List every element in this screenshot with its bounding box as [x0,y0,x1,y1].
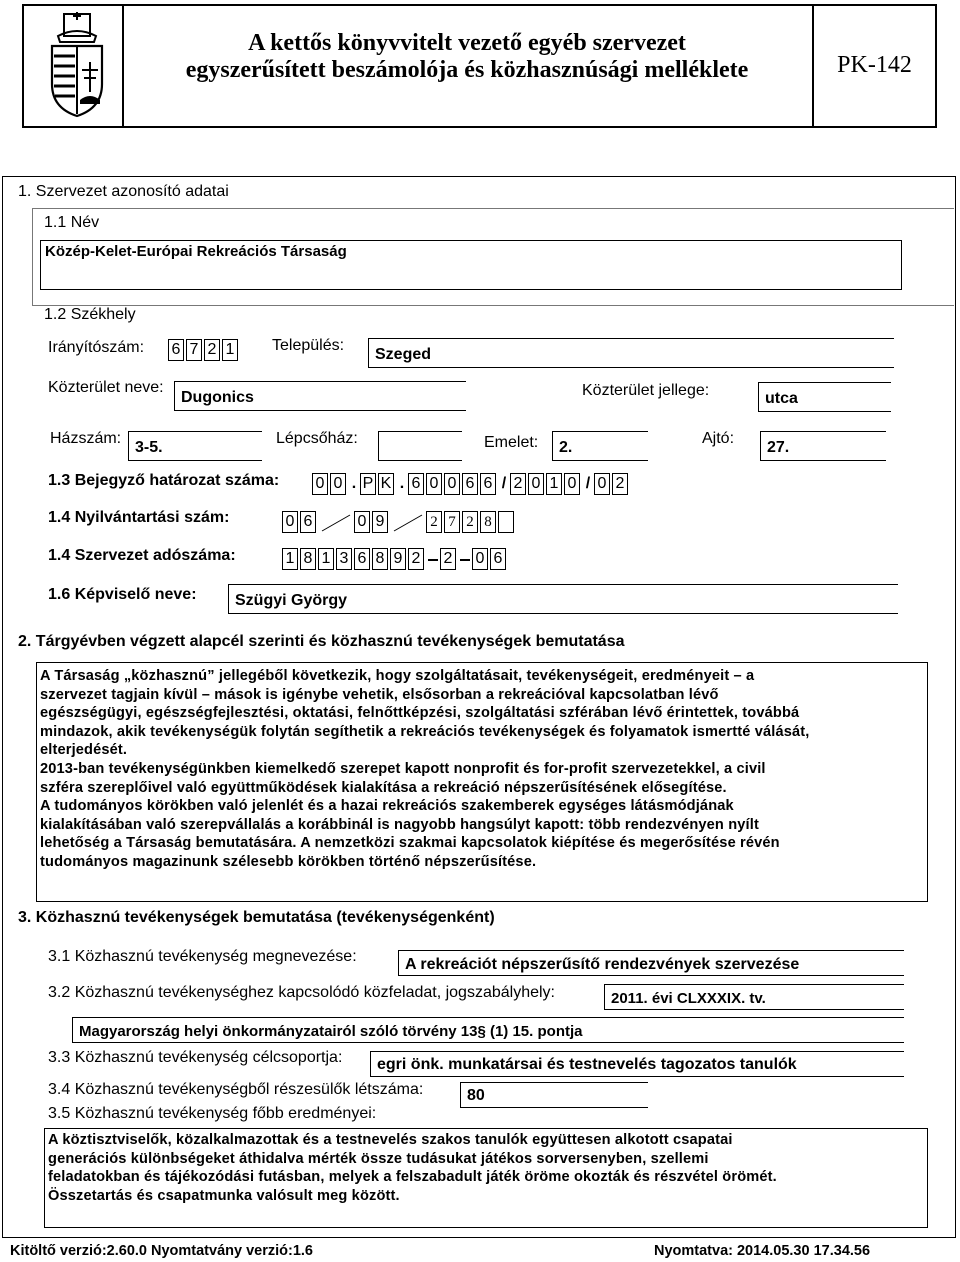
street-value: Dugonics [181,389,254,406]
door-label: Ajtó: [702,430,735,447]
text-line: szféra szereplőivel való együttműködések kialakítása a rekreáció népszerűsítésének elősegítése. [40,779,727,796]
house-value: 3-5. [135,439,163,456]
footer-version: Kitöltő verzió:2.60.0 Nyomtatvány verzió:1.6 [10,1243,313,1259]
activity-name-label: 3.1 Közhasznú tevékenység megnevezése: [48,948,357,965]
city-value: Szeged [375,346,432,363]
digit-cell[interactable]: 0 [312,473,328,495]
text-line: Összetartás és csapatmunka valósult meg között. [48,1187,400,1204]
city-label: Település: [272,337,345,354]
dash-separator [458,548,472,570]
floor-field[interactable] [552,431,648,461]
rep-value: Szügyi György [235,592,348,609]
text-line: tudományos magazinunk szélesebb körökben történő népszerűsítése. [40,853,537,870]
rep-label: 1.6 Képviselő neve: [48,586,197,603]
target-label: 3.3 Közhasznú tevékenység célcsoportja: [48,1049,343,1066]
results-paragraph [48,1131,777,1205]
separator: / [585,475,591,492]
text-line: szervezet tagjain kívül – mások is igénybe vehetik, elsősorban a rekreációval kapcsolatban lévő [40,686,719,703]
zip-label: Irányítószám: [48,339,145,356]
digit-cell[interactable]: 1 [318,548,334,570]
digit-cell[interactable]: 2 [462,511,478,533]
digit-cell[interactable]: 6 [408,473,424,495]
coat-of-arms-icon [44,12,110,120]
activity-name-field[interactable] [398,950,904,976]
tax-label: 1.4 Szervezet adószáma: [48,547,236,564]
digit-cell[interactable]: 0 [282,511,298,533]
legal-value-2: Magyarország helyi önkormányzatairól szóló törvény 13§ (1) 15. pontja [79,1023,583,1040]
text-line: kialakításában való szerepvállalás a korábbinál is nagyobb hangsúlyt kapott: több rendezvényen nyílt [40,816,759,833]
form-code: PK-142 [837,52,912,78]
digit-cell[interactable]: 1 [282,548,298,570]
section1-title: 1. Szervezet azonosító adatai [18,183,229,200]
text-line: elterjedését. [40,742,128,759]
street-label: Közterület neve: [48,379,164,396]
digit-cell[interactable] [498,511,514,533]
participants-field[interactable] [460,1082,648,1108]
digit-cell[interactable]: 8 [480,511,496,533]
digit-cell[interactable]: 9 [372,511,388,533]
stair-label: Lépcsőház: [276,430,358,447]
city-field[interactable] [368,338,894,368]
digit-cell[interactable]: 8 [300,548,316,570]
target-field[interactable] [370,1051,904,1077]
separator: / [501,475,507,492]
legal-field-2[interactable] [72,1017,904,1043]
digit-cell[interactable]: 0 [564,473,580,495]
decree-label: 1.3 Bejegyző határozat száma: [48,472,280,489]
digit-cell[interactable]: 0 [330,473,346,495]
section2-paragraph [40,667,809,872]
rep-field[interactable] [228,584,898,614]
house-label: Házszám: [50,430,122,447]
legal-label: 3.2 Közhasznú tevékenységhez kapcsolódó közfeladat, jogszabályhely: [48,984,555,1001]
name-value: Közép-Kelet-Európai Rekreációs Társaság [45,243,347,260]
digit-cell[interactable]: 2 [440,548,456,570]
zip-cells[interactable] [168,339,240,361]
name-label: 1.1 Név [44,214,100,231]
street-type-label: Közterület jellege: [582,382,710,399]
text-line: A Társaság „közhasznú” jellegéből következik, hogy szolgáltatásait, tevékenységeit, eredményeit – a [40,668,755,684]
results-label: 3.5 Közhasznú tevékenység főbb eredményei: [48,1105,377,1122]
digit-cell[interactable]: 7 [186,339,202,361]
seat-label: 1.2 Székhely [44,306,136,323]
digit-cell[interactable]: 1 [222,339,238,361]
digit-cell[interactable]: 9 [390,548,406,570]
digit-cell[interactable]: 0 [472,548,488,570]
digit-cell[interactable]: 6 [490,548,506,570]
section3-title: 3. Közhasznú tevékenységek bemutatása (tevékenységenként) [18,909,495,926]
digit-cell[interactable]: 2 [612,473,628,495]
activity-name-value: A rekreációt népszerűsítő rendezvények szervezése [405,956,800,973]
participants-value: 80 [467,1087,485,1104]
section2-title: 2. Tárgyévben végzett alapcél szerinti és közhasznú tevékenységek bemutatása [18,633,625,650]
name-field[interactable] [40,240,902,290]
floor-label: Emelet: [484,434,539,451]
decree-number-cells[interactable] [312,473,630,495]
digit-cell[interactable]: 0 [444,473,460,495]
header-title-line1: A kettős könyvvitelt vezető egyéb szervezet [248,30,686,56]
text-line: generációs különbségeket áthidalva mérték össze tudásukat játékos sorversenyben, szellemi [48,1150,709,1167]
text-line: A tudományos körökben való jelenlét és a hazai rekreációs szakemberek egységes látásmódjának [40,798,734,815]
separator: . [399,475,405,492]
target-value: egri önk. munkatársai és testnevelés tagozatos tanulók [377,1056,797,1073]
footer-printed: Nyomtatva: 2014.05.30 17.34.56 [654,1243,871,1259]
street-type-value: utca [765,390,798,407]
reg-number-cells[interactable] [282,511,516,533]
digit-cell[interactable]: 2 [204,339,220,361]
separator: . [351,475,357,492]
street-field[interactable] [174,381,466,411]
digit-cell[interactable]: 6 [354,548,370,570]
results-textarea[interactable] [44,1128,928,1228]
digit-cell[interactable]: P [360,473,376,495]
digit-cell[interactable]: 8 [372,548,388,570]
digit-cell[interactable]: 0 [426,473,442,495]
digit-cell[interactable]: K [378,473,394,495]
digit-cell[interactable]: 6 [300,511,316,533]
dash-separator [426,548,440,570]
street-type-field[interactable] [758,382,891,412]
digit-cell[interactable]: 0 [528,473,544,495]
section2-textarea[interactable] [36,662,928,902]
digit-cell[interactable]: 6 [462,473,478,495]
header-title [124,30,810,84]
door-field[interactable] [760,431,886,461]
digit-cell[interactable]: 2 [510,473,526,495]
digit-cell[interactable]: 0 [354,511,370,533]
slash-separator-icon [390,511,426,533]
text-line: feladatokban és tájékozódási futásban, melyek a felszabadult játék öröme okozták és részvétel örömét. [48,1169,777,1186]
tax-number-cells[interactable] [282,548,508,570]
legal-field-1[interactable] [604,984,904,1010]
digit-cell[interactable]: 6 [480,473,496,495]
legal-value-1: 2011. évi CLXXXIX. tv. [611,990,766,1007]
digit-cell[interactable]: 2 [426,511,442,533]
door-value: 27. [767,439,790,456]
digit-cell[interactable]: 0 [594,473,610,495]
participants-label: 3.4 Közhasznú tevékenységből részesülők létszáma: [48,1081,424,1098]
stair-field[interactable] [378,431,462,461]
digit-cell[interactable]: 3 [336,548,352,570]
text-line: A köztisztviselők, közalkalmazottak és a testnevelés szakos tanulók együttesen alkotott csapatai [48,1132,733,1148]
header-title-line2: egyszerűsített beszámolója és közhasznúsági melléklete [185,57,749,83]
text-line: lehetőség a Társaság bemutatására. A nemzetközi szakmai kapcsolatok kiépítése és megerősítése révén [40,835,780,852]
floor-value: 2. [559,439,573,456]
text-line: egészségügyi, egészségfejlesztési, oktatási, felnőttképzési, szolgáltatási szférában lévő érintettek, továbbá [40,705,800,722]
digit-cell[interactable]: 6 [168,339,184,361]
digit-cell[interactable]: 2 [408,548,424,570]
house-field[interactable] [128,431,262,461]
slash-separator-icon [318,511,354,533]
reg-label: 1.4 Nyilvántartási szám: [48,509,230,526]
text-line: 2013-ban tevékenységünkben kiemelkedő szerepet kapott nonprofit és for-profit szervezetekkel, a civil [40,760,766,777]
digit-cell[interactable]: 1 [546,473,562,495]
digit-cell[interactable]: 7 [444,511,460,533]
text-line: mindazok, akik tevékenységük folytán segíthetik a rekreációs tevékenységek és folyamatok ismertté válását, [40,723,810,740]
